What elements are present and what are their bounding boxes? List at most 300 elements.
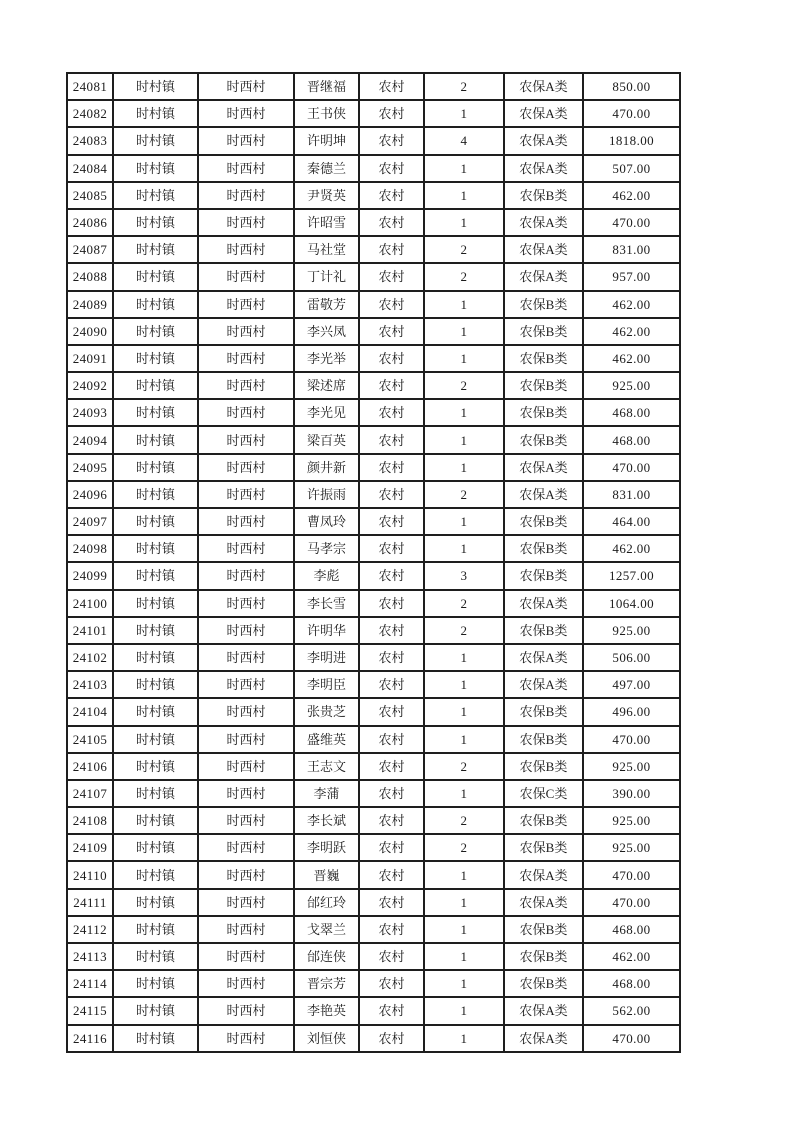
- cell-village: 时西村: [198, 127, 294, 154]
- cell-category: 农保A类: [504, 155, 583, 182]
- cell-village: 时西村: [198, 508, 294, 535]
- cell-id: 24093: [67, 399, 113, 426]
- table-row: [67, 943, 680, 970]
- cell-village: 时西村: [198, 617, 294, 644]
- cell-category: 农保B类: [504, 943, 583, 970]
- cell-count: 2: [424, 753, 504, 780]
- cell-amount: 470.00: [583, 454, 680, 481]
- cell-name: 李光举: [294, 345, 359, 372]
- cell-amount: 562.00: [583, 997, 680, 1024]
- cell-village: 时西村: [198, 263, 294, 290]
- cell-village: 时西村: [198, 535, 294, 562]
- cell-category: 农保B类: [504, 318, 583, 345]
- cell-town: 时村镇: [113, 291, 198, 318]
- cell-household-type: 农村: [359, 127, 424, 154]
- table-row: [67, 426, 680, 453]
- cell-name: 尹贤英: [294, 182, 359, 209]
- cell-name: 李兴凤: [294, 318, 359, 345]
- cell-amount: 925.00: [583, 617, 680, 644]
- cell-village: 时西村: [198, 1025, 294, 1052]
- cell-id: 24109: [67, 834, 113, 861]
- cell-name: 李蒲: [294, 780, 359, 807]
- cell-category: 农保A类: [504, 236, 583, 263]
- cell-id: 24083: [67, 127, 113, 154]
- table-row: [67, 127, 680, 154]
- cell-village: 时西村: [198, 481, 294, 508]
- cell-household-type: 农村: [359, 263, 424, 290]
- cell-town: 时村镇: [113, 454, 198, 481]
- cell-amount: 470.00: [583, 209, 680, 236]
- cell-amount: 507.00: [583, 155, 680, 182]
- cell-town: 时村镇: [113, 889, 198, 916]
- cell-category: 农保B类: [504, 726, 583, 753]
- cell-category: 农保A类: [504, 100, 583, 127]
- cell-name: 许振雨: [294, 481, 359, 508]
- cell-household-type: 农村: [359, 508, 424, 535]
- cell-household-type: 农村: [359, 861, 424, 888]
- cell-household-type: 农村: [359, 399, 424, 426]
- cell-name: 马孝宗: [294, 535, 359, 562]
- table-row: [67, 671, 680, 698]
- cell-town: 时村镇: [113, 753, 198, 780]
- cell-id: 24088: [67, 263, 113, 290]
- cell-town: 时村镇: [113, 399, 198, 426]
- cell-village: 时西村: [198, 426, 294, 453]
- cell-category: 农保A类: [504, 861, 583, 888]
- table-row: [67, 481, 680, 508]
- cell-household-type: 农村: [359, 726, 424, 753]
- cell-household-type: 农村: [359, 481, 424, 508]
- cell-village: 时西村: [198, 889, 294, 916]
- table-row: [67, 263, 680, 290]
- cell-village: 时西村: [198, 970, 294, 997]
- cell-name: 李彪: [294, 562, 359, 589]
- cell-household-type: 农村: [359, 1025, 424, 1052]
- cell-id: 24102: [67, 644, 113, 671]
- cell-category: 农保B类: [504, 399, 583, 426]
- cell-amount: 462.00: [583, 182, 680, 209]
- cell-amount: 925.00: [583, 372, 680, 399]
- cell-village: 时西村: [198, 644, 294, 671]
- cell-count: 1: [424, 155, 504, 182]
- table-row: [67, 535, 680, 562]
- cell-village: 时西村: [198, 318, 294, 345]
- cell-id: 24112: [67, 916, 113, 943]
- cell-name: 李明臣: [294, 671, 359, 698]
- cell-town: 时村镇: [113, 780, 198, 807]
- cell-town: 时村镇: [113, 726, 198, 753]
- cell-town: 时村镇: [113, 263, 198, 290]
- cell-town: 时村镇: [113, 861, 198, 888]
- cell-id: 24082: [67, 100, 113, 127]
- cell-id: 24103: [67, 671, 113, 698]
- cell-amount: 506.00: [583, 644, 680, 671]
- cell-category: 农保A类: [504, 127, 583, 154]
- cell-count: 1: [424, 698, 504, 725]
- cell-village: 时西村: [198, 372, 294, 399]
- cell-count: 2: [424, 481, 504, 508]
- cell-name: 李明跃: [294, 834, 359, 861]
- cell-amount: 850.00: [583, 73, 680, 100]
- cell-amount: 957.00: [583, 263, 680, 290]
- cell-town: 时村镇: [113, 834, 198, 861]
- cell-count: 1: [424, 291, 504, 318]
- cell-name: 马社堂: [294, 236, 359, 263]
- cell-amount: 925.00: [583, 807, 680, 834]
- table-row: [67, 562, 680, 589]
- cell-household-type: 农村: [359, 100, 424, 127]
- cell-amount: 1064.00: [583, 590, 680, 617]
- cell-household-type: 农村: [359, 291, 424, 318]
- cell-count: 1: [424, 318, 504, 345]
- cell-town: 时村镇: [113, 535, 198, 562]
- cell-town: 时村镇: [113, 372, 198, 399]
- cell-category: 农保B类: [504, 535, 583, 562]
- cell-amount: 468.00: [583, 970, 680, 997]
- cell-count: 1: [424, 508, 504, 535]
- cell-town: 时村镇: [113, 1025, 198, 1052]
- cell-household-type: 农村: [359, 834, 424, 861]
- cell-name: 梁述席: [294, 372, 359, 399]
- cell-household-type: 农村: [359, 617, 424, 644]
- cell-category: 农保B类: [504, 916, 583, 943]
- cell-household-type: 农村: [359, 780, 424, 807]
- cell-id: 24085: [67, 182, 113, 209]
- cell-name: 李长斌: [294, 807, 359, 834]
- table-row: [67, 617, 680, 644]
- cell-category: 农保A类: [504, 454, 583, 481]
- table-row: [67, 807, 680, 834]
- cell-village: 时西村: [198, 916, 294, 943]
- cell-id: 24081: [67, 73, 113, 100]
- cell-household-type: 农村: [359, 997, 424, 1024]
- cell-amount: 470.00: [583, 861, 680, 888]
- cell-category: 农保B类: [504, 562, 583, 589]
- table-row: [67, 454, 680, 481]
- cell-amount: 470.00: [583, 1025, 680, 1052]
- cell-amount: 470.00: [583, 100, 680, 127]
- cell-name: 戈翠兰: [294, 916, 359, 943]
- cell-id: 24095: [67, 454, 113, 481]
- table-row: [67, 1025, 680, 1052]
- cell-name: 许明坤: [294, 127, 359, 154]
- cell-town: 时村镇: [113, 970, 198, 997]
- table-row: [67, 399, 680, 426]
- cell-household-type: 农村: [359, 182, 424, 209]
- cell-town: 时村镇: [113, 562, 198, 589]
- cell-count: 1: [424, 454, 504, 481]
- cell-town: 时村镇: [113, 943, 198, 970]
- cell-town: 时村镇: [113, 345, 198, 372]
- cell-town: 时村镇: [113, 426, 198, 453]
- cell-category: 农保B类: [504, 617, 583, 644]
- cell-count: 1: [424, 399, 504, 426]
- cell-id: 24091: [67, 345, 113, 372]
- cell-amount: 462.00: [583, 291, 680, 318]
- cell-count: 2: [424, 263, 504, 290]
- cell-household-type: 农村: [359, 454, 424, 481]
- cell-count: 1: [424, 1025, 504, 1052]
- table-row: [67, 100, 680, 127]
- cell-id: 24114: [67, 970, 113, 997]
- cell-count: 2: [424, 617, 504, 644]
- table-row: [67, 73, 680, 100]
- cell-household-type: 农村: [359, 698, 424, 725]
- cell-village: 时西村: [198, 73, 294, 100]
- cell-household-type: 农村: [359, 209, 424, 236]
- cell-household-type: 农村: [359, 889, 424, 916]
- table-row: [67, 345, 680, 372]
- cell-village: 时西村: [198, 236, 294, 263]
- cell-category: 农保B类: [504, 834, 583, 861]
- cell-household-type: 农村: [359, 372, 424, 399]
- cell-village: 时西村: [198, 943, 294, 970]
- cell-amount: 462.00: [583, 318, 680, 345]
- cell-town: 时村镇: [113, 997, 198, 1024]
- cell-count: 1: [424, 780, 504, 807]
- cell-id: 24089: [67, 291, 113, 318]
- cell-amount: 1257.00: [583, 562, 680, 589]
- cell-id: 24087: [67, 236, 113, 263]
- cell-count: 1: [424, 970, 504, 997]
- cell-town: 时村镇: [113, 481, 198, 508]
- cell-village: 时西村: [198, 780, 294, 807]
- cell-category: 农保A类: [504, 209, 583, 236]
- cell-id: 24100: [67, 590, 113, 617]
- cell-household-type: 农村: [359, 943, 424, 970]
- cell-household-type: 农村: [359, 318, 424, 345]
- cell-amount: 1818.00: [583, 127, 680, 154]
- cell-town: 时村镇: [113, 182, 198, 209]
- cell-count: 1: [424, 345, 504, 372]
- cell-count: 2: [424, 834, 504, 861]
- cell-village: 时西村: [198, 100, 294, 127]
- cell-amount: 470.00: [583, 889, 680, 916]
- cell-household-type: 农村: [359, 916, 424, 943]
- cell-town: 时村镇: [113, 127, 198, 154]
- cell-name: 王书侠: [294, 100, 359, 127]
- cell-id: 24097: [67, 508, 113, 535]
- cell-count: 2: [424, 73, 504, 100]
- table-row: [67, 726, 680, 753]
- cell-name: 刘恒侠: [294, 1025, 359, 1052]
- cell-category: 农保B类: [504, 753, 583, 780]
- benefits-roster-table: [66, 72, 681, 1053]
- cell-count: 1: [424, 997, 504, 1024]
- cell-household-type: 农村: [359, 562, 424, 589]
- cell-count: 1: [424, 644, 504, 671]
- cell-name: 秦德兰: [294, 155, 359, 182]
- table-row: [67, 861, 680, 888]
- benefits-roster-table-body: [67, 73, 680, 1052]
- cell-id: 24098: [67, 535, 113, 562]
- cell-name: 曹凤玲: [294, 508, 359, 535]
- cell-household-type: 农村: [359, 155, 424, 182]
- table-row: [67, 236, 680, 263]
- cell-id: 24105: [67, 726, 113, 753]
- cell-name: 晋巍: [294, 861, 359, 888]
- cell-amount: 925.00: [583, 834, 680, 861]
- cell-household-type: 农村: [359, 970, 424, 997]
- cell-amount: 470.00: [583, 726, 680, 753]
- cell-category: 农保A类: [504, 671, 583, 698]
- table-row: [67, 970, 680, 997]
- table-row: [67, 644, 680, 671]
- cell-count: 1: [424, 726, 504, 753]
- cell-count: 1: [424, 426, 504, 453]
- cell-village: 时西村: [198, 454, 294, 481]
- cell-count: 4: [424, 127, 504, 154]
- cell-category: 农保B类: [504, 698, 583, 725]
- cell-category: 农保B类: [504, 372, 583, 399]
- cell-category: 农保C类: [504, 780, 583, 807]
- cell-town: 时村镇: [113, 807, 198, 834]
- cell-village: 时西村: [198, 861, 294, 888]
- cell-category: 农保B类: [504, 970, 583, 997]
- cell-name: 李光见: [294, 399, 359, 426]
- cell-village: 时西村: [198, 834, 294, 861]
- table-row: [67, 318, 680, 345]
- cell-household-type: 农村: [359, 753, 424, 780]
- cell-village: 时西村: [198, 562, 294, 589]
- cell-id: 24106: [67, 753, 113, 780]
- cell-count: 1: [424, 943, 504, 970]
- cell-town: 时村镇: [113, 916, 198, 943]
- cell-id: 24096: [67, 481, 113, 508]
- cell-town: 时村镇: [113, 698, 198, 725]
- cell-id: 24111: [67, 889, 113, 916]
- cell-village: 时西村: [198, 753, 294, 780]
- cell-village: 时西村: [198, 997, 294, 1024]
- table-row: [67, 753, 680, 780]
- cell-category: 农保A类: [504, 889, 583, 916]
- table-row: [67, 209, 680, 236]
- cell-count: 1: [424, 916, 504, 943]
- cell-count: 1: [424, 100, 504, 127]
- table-row: [67, 590, 680, 617]
- cell-count: 1: [424, 535, 504, 562]
- cell-amount: 468.00: [583, 916, 680, 943]
- cell-category: 农保B类: [504, 807, 583, 834]
- cell-category: 农保B类: [504, 291, 583, 318]
- cell-household-type: 农村: [359, 807, 424, 834]
- cell-name: 晋继福: [294, 73, 359, 100]
- cell-id: 24107: [67, 780, 113, 807]
- cell-village: 时西村: [198, 155, 294, 182]
- cell-count: 2: [424, 372, 504, 399]
- cell-town: 时村镇: [113, 100, 198, 127]
- cell-amount: 831.00: [583, 236, 680, 263]
- cell-id: 24113: [67, 943, 113, 970]
- table-row: [67, 698, 680, 725]
- cell-id: 24094: [67, 426, 113, 453]
- table-row: [67, 372, 680, 399]
- cell-category: 农保A类: [504, 997, 583, 1024]
- cell-id: 24115: [67, 997, 113, 1024]
- cell-name: 晋宗芳: [294, 970, 359, 997]
- cell-household-type: 农村: [359, 590, 424, 617]
- cell-name: 丁计礼: [294, 263, 359, 290]
- cell-name: 王志文: [294, 753, 359, 780]
- cell-village: 时西村: [198, 182, 294, 209]
- cell-village: 时西村: [198, 291, 294, 318]
- cell-category: 农保A类: [504, 481, 583, 508]
- cell-count: 2: [424, 236, 504, 263]
- cell-count: 2: [424, 590, 504, 617]
- cell-town: 时村镇: [113, 236, 198, 263]
- cell-id: 24099: [67, 562, 113, 589]
- cell-village: 时西村: [198, 345, 294, 372]
- cell-household-type: 农村: [359, 671, 424, 698]
- cell-category: 农保B类: [504, 426, 583, 453]
- cell-id: 24108: [67, 807, 113, 834]
- cell-name: 张贵芝: [294, 698, 359, 725]
- cell-town: 时村镇: [113, 671, 198, 698]
- cell-village: 时西村: [198, 399, 294, 426]
- cell-count: 3: [424, 562, 504, 589]
- cell-household-type: 农村: [359, 644, 424, 671]
- cell-id: 24084: [67, 155, 113, 182]
- cell-name: 李明进: [294, 644, 359, 671]
- cell-amount: 464.00: [583, 508, 680, 535]
- cell-village: 时西村: [198, 671, 294, 698]
- cell-town: 时村镇: [113, 155, 198, 182]
- cell-amount: 496.00: [583, 698, 680, 725]
- cell-name: 李长雪: [294, 590, 359, 617]
- cell-amount: 462.00: [583, 535, 680, 562]
- cell-name: 梁百英: [294, 426, 359, 453]
- cell-amount: 468.00: [583, 426, 680, 453]
- table-row: [67, 182, 680, 209]
- cell-village: 时西村: [198, 590, 294, 617]
- table-row: [67, 291, 680, 318]
- cell-town: 时村镇: [113, 209, 198, 236]
- cell-id: 24090: [67, 318, 113, 345]
- cell-amount: 462.00: [583, 943, 680, 970]
- cell-household-type: 农村: [359, 535, 424, 562]
- cell-name: 许昭雪: [294, 209, 359, 236]
- cell-amount: 925.00: [583, 753, 680, 780]
- cell-village: 时西村: [198, 807, 294, 834]
- cell-count: 1: [424, 209, 504, 236]
- cell-household-type: 农村: [359, 426, 424, 453]
- cell-count: 1: [424, 889, 504, 916]
- cell-id: 24101: [67, 617, 113, 644]
- cell-id: 24086: [67, 209, 113, 236]
- cell-name: 李艳英: [294, 997, 359, 1024]
- cell-category: 农保B类: [504, 345, 583, 372]
- cell-town: 时村镇: [113, 644, 198, 671]
- cell-household-type: 农村: [359, 345, 424, 372]
- cell-count: 1: [424, 861, 504, 888]
- cell-town: 时村镇: [113, 508, 198, 535]
- cell-id: 24104: [67, 698, 113, 725]
- cell-name: 邰连侠: [294, 943, 359, 970]
- table-row: [67, 916, 680, 943]
- cell-id: 24116: [67, 1025, 113, 1052]
- cell-town: 时村镇: [113, 590, 198, 617]
- table-row: [67, 508, 680, 535]
- cell-category: 农保B类: [504, 508, 583, 535]
- cell-village: 时西村: [198, 698, 294, 725]
- cell-category: 农保A类: [504, 1025, 583, 1052]
- cell-count: 1: [424, 182, 504, 209]
- cell-village: 时西村: [198, 726, 294, 753]
- table-row: [67, 155, 680, 182]
- cell-category: 农保A类: [504, 590, 583, 617]
- cell-amount: 831.00: [583, 481, 680, 508]
- cell-name: 雷敬芳: [294, 291, 359, 318]
